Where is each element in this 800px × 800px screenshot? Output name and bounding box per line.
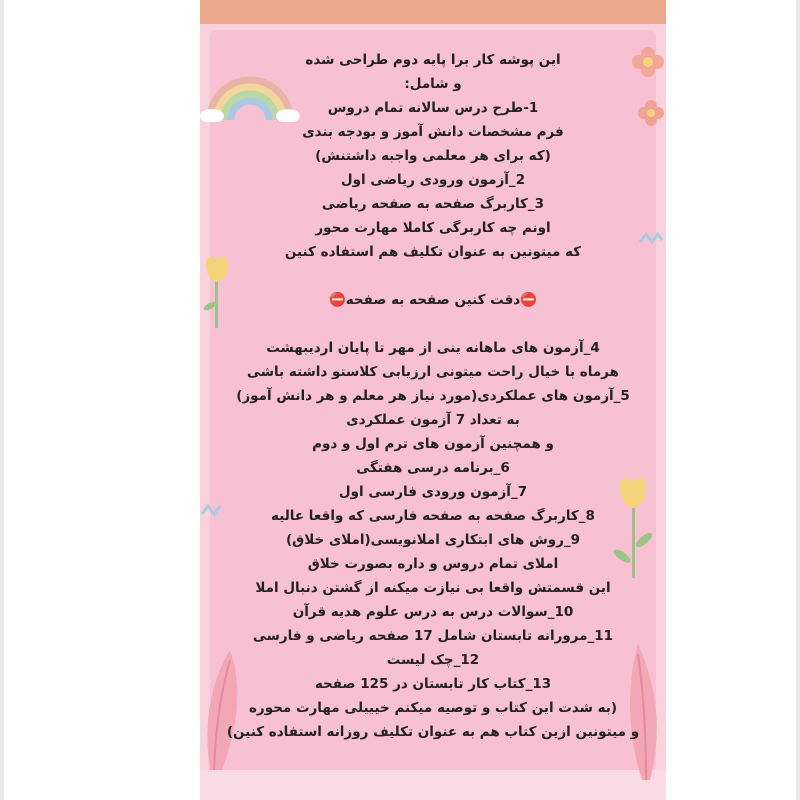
text-line: 3_کاربرگ صفحه به صفحه ریاضی [321,196,545,212]
text-line: 1-طرح درس سالانه تمام دروس [327,100,539,116]
text-line: املای تمام دروس و داره بصورت خلاق [307,556,559,572]
text-line: 9_روش های ابتکاری املانویسی(املای خلاق) [285,532,581,548]
text-line: (به شدت این کتاب و توصیه میکنم خیییلی مهارت محوره [248,700,618,716]
top-band [200,0,666,24]
spacer [200,312,666,336]
text-line: به تعداد 7 آزمون عملکردی [346,412,520,428]
text-line: 6_برنامه درسی هفتگی [356,460,510,476]
bottom-band [200,770,666,800]
left-edge [0,0,4,800]
text-line: 2_آزمون ورودی ریاضی اول [340,172,526,188]
text-line: هرماه با خیال راحت میتونی ارزیابی کلاستو داشته باشی [247,364,619,380]
text-line: و همچنین آزمون های ترم اول و دوم [312,436,554,452]
text-line: ⛔دقت کنین صفحه به صفحه⛔ [328,292,538,308]
text-line: 7_آزمون ورودی فارسی اول [338,484,528,500]
spacer [200,264,666,288]
text-line: فرم مشخصات دانش آموز و بودجه بندی [302,124,564,140]
right-edge [796,0,800,800]
story-card [200,0,666,800]
text-line: 13_کتاب کار تابستان در 125 صفحه [314,676,552,692]
text-line: و شامل: [404,76,462,92]
text-line: 8_کاربرگ صفحه به صفحه فارسی که واقعا عالیه [271,508,595,524]
text-line: 10_سوالات درس به درس علوم هدیه قرآن [292,604,574,620]
text-line: این قسمتش واقعا بی نیازت میکنه از گشتن دنبال املا [255,580,611,596]
text-line: 5_آزمون های عملکردی(مورد نیاز هر معلم و هر دانش آموز) [236,388,630,404]
text-line: 4_آزمون های ماهانه ینی از مهر تا پایان اردیبهشت [266,340,600,356]
text-line: این پوشه کار برا پایه دوم طراحی شده [305,52,561,68]
info-text [200,48,666,744]
text-line: (که برای هر معلمی واجبه داشتنش) [315,148,551,164]
text-line: و میتونین ازین کتاب هم به عنوان تکلیف روزانه استفاده کنین) [226,724,640,740]
text-line: 11_مرورانه تابستان شامل 17 صفحه ریاضی و فارسی [252,628,614,644]
text-line: اونم چه کاربرگی کاملا مهارت محور [315,220,551,236]
text-line: که میتونین به عنوان تکلیف هم استفاده کنین [284,244,582,260]
text-line: 12_چک لیست [386,652,480,668]
